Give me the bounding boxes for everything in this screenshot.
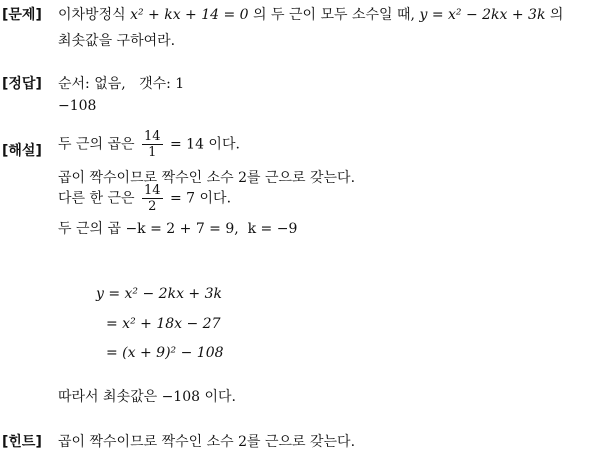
fraction-14-over-2 [142, 183, 163, 214]
answer-value: −108 [58, 98, 97, 114]
problem-function: y = x² − 2kx + 3k [419, 7, 546, 23]
answer-line-1: 순서: 없음, 갯수: 1 [58, 76, 185, 92]
fraction-denominator: 2 [148, 199, 157, 214]
fraction-numerator: 14 [143, 183, 161, 198]
hint-line: 곱이 짝수이므로 짝수인 소수 2를 근으로 갖는다. [58, 434, 356, 450]
problem-text-end: 의 [549, 7, 564, 23]
problem-text-intro: 이차방정식 [58, 7, 126, 23]
problem-line-2: 최솟값을 구하여라. [58, 33, 176, 49]
explanation-l3-post: = 7 이다. [169, 190, 232, 207]
explanation-conclusion: 따라서 최솟값은 −108 이다. [58, 389, 236, 405]
derivation-eq-3: = (x + 9)² − 108 [106, 345, 224, 361]
explanation-tag: [해설] [2, 143, 42, 159]
explanation-l1-pre: 두 근의 곱은 [58, 136, 135, 153]
problem-tag: [문제] [2, 7, 42, 23]
hint-tag: [힌트] [2, 434, 42, 450]
fraction-denominator: 1 [148, 145, 157, 160]
problem-text-condition: 의 두 근이 모두 소수일 때, [253, 7, 415, 23]
explanation-line-4: 두 근의 곱 −k = 2 + 7 = 9, k = −9 [58, 221, 298, 237]
problem-line-1 [58, 4, 563, 24]
problem-equation: x² + kx + 14 = 0 [130, 7, 249, 23]
explanation-line-2: 곱이 짝수이므로 짝수인 소수 2를 근으로 갖는다. [58, 170, 356, 186]
fraction-14-over-1 [142, 129, 163, 160]
explanation-l1-post: = 14 이다. [169, 136, 240, 153]
derivation-eq-2: = x² + 18x − 27 [106, 316, 221, 332]
fraction-numerator: 14 [143, 129, 161, 144]
explanation-line-1 [58, 129, 240, 160]
derivation-eq-1: y = x² − 2kx + 3k [96, 286, 222, 302]
explanation-line-3 [58, 183, 231, 214]
explanation-l3-pre: 다른 한 근은 [58, 190, 135, 207]
answer-tag: [정답] [2, 76, 42, 92]
